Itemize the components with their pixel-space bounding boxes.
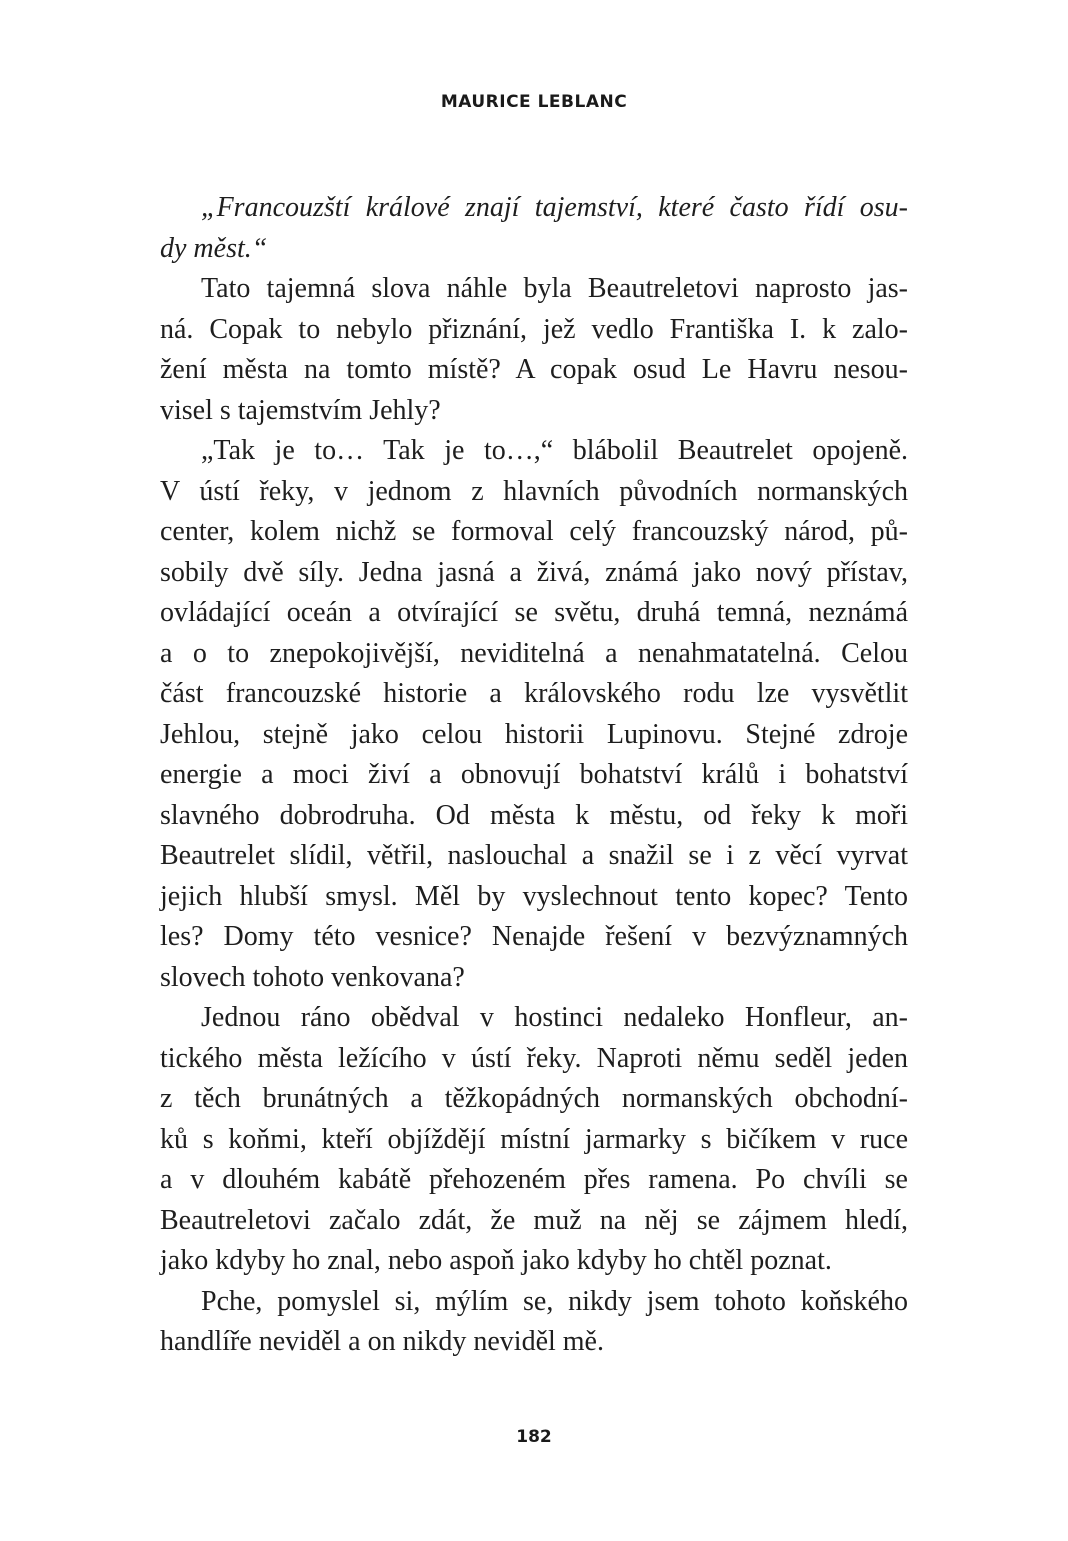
text-line: slavného dobrodruha. Od města k městu, od řeky k moři [160,799,908,831]
text-line: sobily dvě síly. Jedna jasná a živá, známá jako nový přístav, [160,556,908,588]
paragraph [160,998,908,1282]
text-line: Jednou ráno obědval v hostinci nedaleko Honfleur, an- [201,1002,908,1033]
text-line: žení města na tomto místě? A copak osud Le Havru nesou- [160,354,908,385]
body-text [160,188,908,1363]
paragraph [160,269,908,431]
text-line: ná. Copak to nebylo přiznání, jež vedlo Františka I. k zalo- [160,313,908,345]
text-line: Beautrelet slídil, větřil, naslouchal a snažil se i z věcí vyrvat [160,840,908,871]
text-line: „Francouzští králové znají tajemství, které často řídí osu- [201,192,908,223]
text-line: ovládající oceán a otvírající se světu, druhá temná, neznámá [160,597,908,628]
running-head: MAURICE LEBLANC [440,92,628,112]
text-line: jejich hlubší smysl. Měl by vyslechnout tento kopec? Tento [160,880,908,912]
text-line: Jehlou, stejně jako celou historii Lupinovu. Stejné zdroje [160,718,908,750]
text-line: z těch brunátných a těžkopádných normanských obchodní- [160,1083,908,1114]
text-line: jako kdyby ho znal, nebo aspoň jako kdyby ho chtěl poznat. [160,1245,832,1276]
text-line: center, kolem nichž se formoval celý francouzský národ, pů- [160,516,908,547]
paragraph [160,188,908,269]
paragraph [160,431,908,998]
text-line: a o to znepokojivější, neviditelná a nenahmatatelná. Celou [160,637,908,669]
text-line: les? Domy této vesnice? Nenajde řešení v bezvýznamných [160,921,908,952]
text-line: dy měst.“ [160,232,268,264]
text-line: Beautreletovi začalo zdát, že muž na něj se zájmem hledí, [160,1204,908,1236]
text-line: část francouzské historie a královského rodu lze vysvětlit [160,678,908,709]
text-line: tického města ležícího v ústí řeky. Naproti němu seděl jeden [160,1042,908,1074]
text-line: visel s tajemstvím Jehly? [160,394,441,426]
text-line: Pche, pomyslel si, mýlím se, nikdy jsem tohoto koňského [201,1285,908,1317]
paragraph [160,1282,908,1363]
text-line: Tato tajemná slova náhle byla Beautreletovi naprosto jas- [201,273,908,304]
page-number: 182 [516,1427,552,1447]
text-line: slovech tohoto venkovana? [160,961,465,993]
text-line: a v dlouhém kabátě přehozeném přes ramena. Po chvíli se [160,1164,908,1195]
text-line: handlíře neviděl a on nikdy neviděl mě. [160,1326,604,1357]
text-line: „Tak je to… Tak je to…,“ blábolil Beautrelet opojeně. [201,435,908,466]
text-line: ků s koňmi, kteří objíždějí místní jarmarky s bičíkem v ruce [160,1123,908,1155]
text-line: V ústí řeky, v jednom z hlavních původních normanských [160,475,908,507]
text-line: energie a moci živí a obnovují bohatství králů i bohatství [160,759,908,790]
